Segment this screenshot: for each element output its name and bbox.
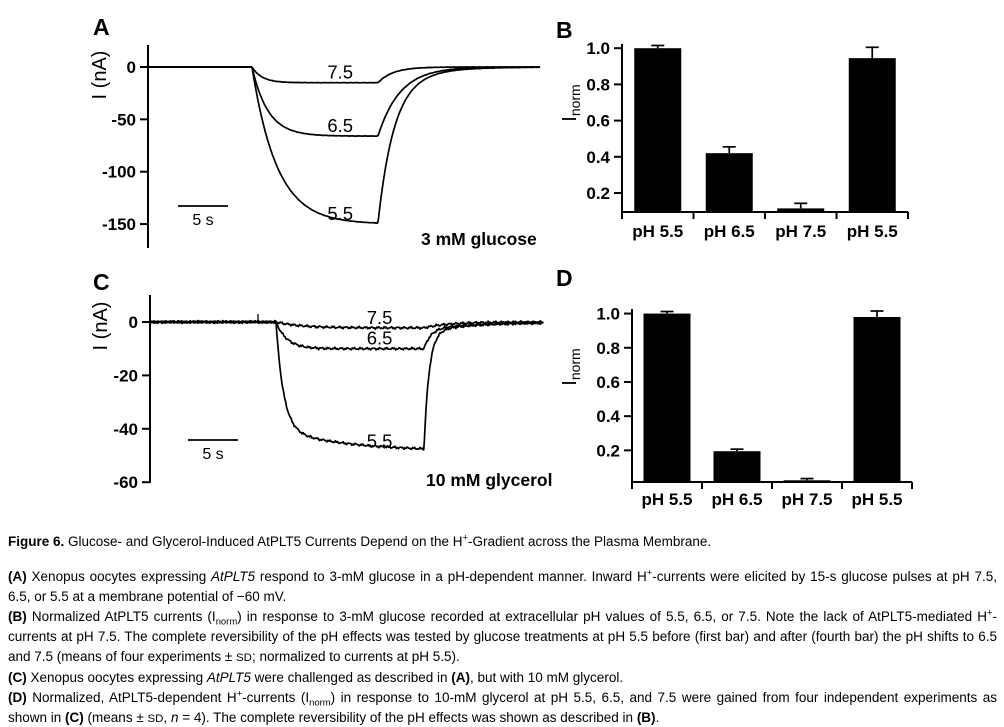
trace-ph-label: 5.5 [327, 203, 354, 225]
y-tick-label: 0.2 [586, 183, 610, 203]
caption-paragraph-a: (A) Xenopus oocytes expressing AtPLT5 respond to 3-mM glucose in a pH-dependent manner. Inward H+-currents were elicited by 15-s glucose pulses at pH 7.5, 6.5, or 5.5 at a membrane potential of −60 mV. [8, 567, 997, 604]
bar-pH-6.5 [714, 451, 761, 482]
panel-d-bar-chart [540, 278, 1004, 528]
y-tick-label: 0.4 [596, 407, 620, 427]
y-tick-label: 0.4 [586, 147, 610, 167]
panel-c-condition-label: 10 mM glycerol [426, 470, 553, 490]
panel-a-letter: A [93, 14, 110, 40]
category-label: pH 6.5 [703, 222, 755, 241]
y-axis-label: $I_{norm}$ [559, 84, 583, 122]
category-label: pH 5.5 [846, 222, 898, 241]
caption-title: Figure 6. Glucose- and Glycerol-Induced AtPLT5 Currents Depend on the H+-Gradient across the Plasma Membrane. [8, 532, 712, 549]
trace-pH-5.5 [148, 67, 539, 223]
caption-paragraph-d: (D) Normalized, AtPLT5-dependent H+-currents $(I_{norm})$ in response to 10-mM glycerol at pH 5.5, 6.5, and 7.5 were gained from four independent experiments as shown in (C) (means ± SD, n = 4). The complete reversibility of the pH effects was shown as described in (B). [8, 688, 997, 725]
y-axis-label: $I_{norm}$ [559, 348, 583, 386]
panel-c-letter: C [93, 269, 110, 295]
panel-b-bar-chart [540, 8, 1004, 258]
y-tick-label: -60 [113, 473, 138, 493]
caption-paragraph-c: (C) Xenopus oocytes expressing AtPLT5 were challenged as described in (A), but with 10 mM glycerol. [8, 670, 624, 685]
panel-d-letter: D [556, 265, 573, 291]
y-tick-label: 1.0 [596, 304, 620, 324]
y-axis-label: I (nA) [90, 301, 112, 351]
bar-pH-5.5 [644, 314, 691, 482]
y-tick-label: 0 [126, 58, 136, 77]
trace-ph-label: 7.5 [327, 61, 354, 83]
time-scale-bar-label: 5 s [202, 446, 224, 463]
y-tick-label: -50 [111, 110, 136, 130]
category-label: pH 7.5 [781, 490, 833, 509]
bar-pH-6.5 [706, 153, 753, 212]
trace-ph-label: 5.5 [366, 430, 393, 452]
caption-paragraph-b: (B) Normalized AtPLT5 currents $(I_{norm})$ in response to 3-mM glucose recorded at extracellular pH values of 5.5, 6.5, or 7.5. Note the lack of AtPLT5-mediated H+-currents at pH 7.5. The complete reversibility of the pH effects was tested by glucose treatments at pH 5.5 before (first bar) and after (fourth bar) the pH shifts to 6.5 and 7.5 (means of four experiments ± SD; normalized to currents at pH 5.5). [8, 607, 997, 664]
y-tick-label: 0.2 [596, 441, 620, 461]
trace-ph-label: 7.5 [366, 306, 393, 328]
category-label: pH 7.5 [775, 222, 827, 241]
y-tick-label: 0.6 [596, 372, 620, 392]
category-label: pH 5.5 [632, 222, 684, 241]
trace-pH-5.5 [150, 321, 543, 450]
y-axis-label: I (nA) [89, 50, 111, 100]
time-scale-bar-label: 5 s [192, 212, 214, 229]
bar-pH-5.5 [634, 48, 681, 212]
y-tick-label: 0.8 [586, 75, 610, 95]
bar-pH-7.5 [777, 208, 824, 212]
y-tick-label: -100 [101, 162, 136, 182]
panel-b-letter: B [556, 17, 573, 43]
y-tick-label: -150 [101, 215, 136, 235]
bar-pH-5.5 [849, 58, 896, 212]
figure-caption [8, 532, 997, 727]
trace-ph-label: 6.5 [366, 327, 393, 349]
y-tick-label: -40 [113, 419, 138, 439]
category-label: pH 5.5 [641, 490, 693, 509]
y-tick-label: 1.0 [586, 39, 610, 59]
y-tick-label: -20 [113, 366, 138, 386]
category-label: pH 5.5 [851, 490, 903, 509]
panel-a-condition-label: 3 mM glucose [421, 229, 537, 249]
y-tick-label: 0.8 [596, 338, 620, 358]
y-tick-label: 0.6 [586, 111, 610, 131]
category-label: pH 6.5 [711, 490, 763, 509]
bar-pH-5.5 [854, 317, 901, 482]
y-tick-label: 0 [128, 313, 138, 332]
bar-pH-7.5 [784, 480, 831, 482]
trace-ph-label: 6.5 [327, 115, 354, 137]
